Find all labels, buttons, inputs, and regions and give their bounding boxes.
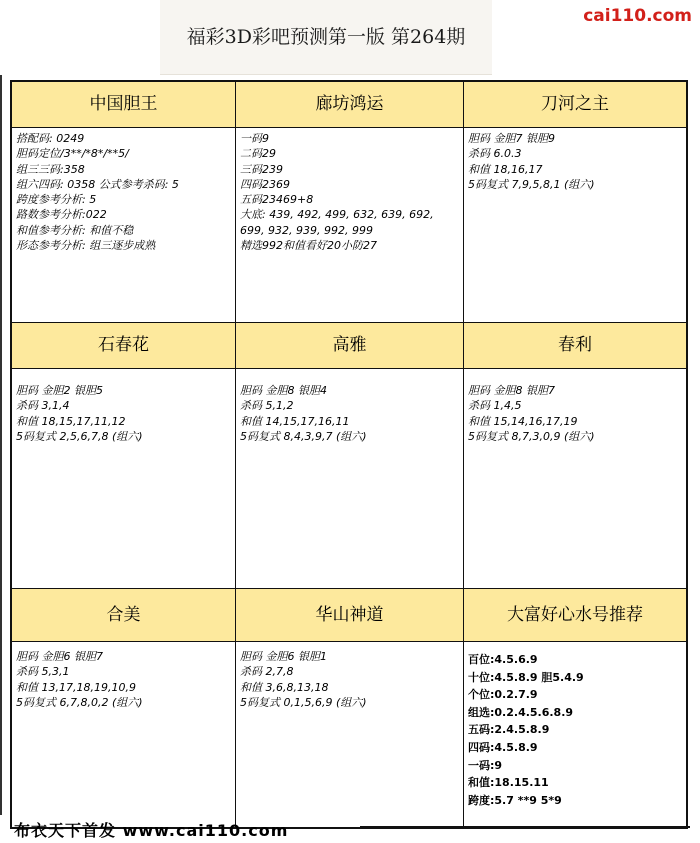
cell-body xyxy=(16,131,233,253)
cell-line: 和值 15,14,16,17,19 xyxy=(468,414,578,428)
cell-line: 一码9 xyxy=(240,132,269,145)
cell-expert-1 xyxy=(12,82,235,322)
cell-header: 合美 xyxy=(12,589,235,642)
cell-header: 春利 xyxy=(464,323,686,369)
cell-line: 和值 13,17,18,19,10,9 xyxy=(16,680,136,694)
site-logo[interactable]: cai110.com xyxy=(583,6,692,26)
cell-line: 胆码 金胆6 银胆7 xyxy=(16,650,103,663)
cell-line: 搭配码: 0249 xyxy=(16,132,85,145)
cell-body xyxy=(16,649,233,710)
cell-header: 华山神道 xyxy=(236,589,463,642)
cell-line: 形态参考分析: 组三逐步成熟 xyxy=(16,239,156,253)
cell-body xyxy=(240,131,461,253)
cell-line: 路数参考分析:022 xyxy=(16,208,107,222)
cell-line: 组选:0.2.4.5.6.8.9 xyxy=(468,705,574,719)
cell-line: 杀码 3,1,4 xyxy=(16,399,70,413)
cell-line: 四码2369 xyxy=(240,177,290,191)
cell-line: 和值 3,6,8,13,18 xyxy=(240,680,329,694)
cell-line: 个位:0.2.7.9 xyxy=(468,688,538,702)
cell-line: 5码复式 8,4,3,9,7 (组六) xyxy=(240,429,367,443)
cell-expert-9 xyxy=(464,589,686,827)
cell-body xyxy=(468,651,684,809)
cell-line: 五码:2.4.5.8.9 xyxy=(468,723,550,737)
cell-expert-8 xyxy=(236,589,463,827)
cell-line: 5码复式 0,1,5,6,9 (组六) xyxy=(240,695,367,709)
cell-line: 和值:18.15.11 xyxy=(468,776,549,790)
cell-line: 胆码 金胆7 银胆9 xyxy=(468,132,555,145)
cell-line: 二码29 xyxy=(240,147,276,161)
left-border-line xyxy=(0,75,2,815)
cell-line: 杀码 5,3,1 xyxy=(16,665,70,679)
footer-credit: 布衣天下首发 www.cai110.com xyxy=(14,821,289,840)
cell-line: 5码复式 6,7,8,0,2 (组六) xyxy=(16,695,143,709)
cell-line: 和值 14,15,17,16,11 xyxy=(240,414,350,428)
cell-body xyxy=(240,649,461,710)
cell-expert-5 xyxy=(236,323,463,588)
cell-line: 跨度:5.7 **9 5*9 xyxy=(468,793,562,807)
cell-line: 杀码 1,4,5 xyxy=(468,399,522,413)
cell-line: 胆码 金胆8 银胆7 xyxy=(468,384,555,397)
cell-line: 胆码 金胆8 银胆4 xyxy=(240,384,327,397)
cell-line: 5码复式 8,7,3,0,9 (组六) xyxy=(468,429,595,443)
cell-line: 百位:4.5.6.9 xyxy=(468,653,538,666)
cell-line: 大底: 439, 492, 499, 632, 639, 692, 699, 932, 939, 992, 999 xyxy=(240,208,434,237)
cell-header: 廊坊鸿运 xyxy=(236,82,463,128)
cell-body xyxy=(16,383,233,444)
cell-line: 5码复式 2,5,6,7,8 (组六) xyxy=(16,429,143,443)
grid-divider xyxy=(235,82,236,827)
cell-expert-6 xyxy=(464,323,686,588)
cell-expert-2 xyxy=(236,82,463,322)
cell-line: 和值 18,15,17,11,12 xyxy=(16,414,126,428)
cell-header: 高雅 xyxy=(236,323,463,369)
cell-body xyxy=(240,383,461,444)
top-banner xyxy=(0,0,700,78)
cell-line: 精选992和值看好20小防27 xyxy=(240,239,377,253)
cell-line: 三码239 xyxy=(240,162,283,176)
cell-line: 组三三码:358 xyxy=(16,162,85,176)
page-title: 福彩3D彩吧预测第一版 第264期 xyxy=(186,26,466,48)
cell-line: 胆码定位/3**/*8*/**5/ xyxy=(16,147,129,161)
grid-divider xyxy=(12,322,686,323)
cell-line: 杀码 5,1,2 xyxy=(240,399,294,413)
cell-line: 杀码 6.0.3 xyxy=(468,147,522,161)
cell-line: 组六四码: 0358 公式参考杀码: 5 xyxy=(16,177,179,191)
cell-header: 刀河之主 xyxy=(464,82,686,128)
cell-line: 四码:4.5.8.9 xyxy=(468,740,538,754)
cell-line: 五码23469+8 xyxy=(240,193,314,207)
cell-line: 胆码 金胆6 银胆1 xyxy=(240,650,327,663)
cell-body xyxy=(468,131,684,192)
cell-line: 胆码 金胆2 银胆5 xyxy=(16,384,103,397)
cell-expert-4 xyxy=(12,323,235,588)
cell-expert-3 xyxy=(464,82,686,322)
cell-line: 十位:4.5.8.9 胆5.4.9 xyxy=(468,670,584,684)
cell-body xyxy=(468,383,684,444)
cell-line: 和值 18,16,17 xyxy=(468,162,543,176)
grid-divider xyxy=(12,588,686,589)
cell-header: 石春花 xyxy=(12,323,235,369)
cell-line: 杀码 2,7,8 xyxy=(240,665,294,679)
grid-divider xyxy=(463,82,464,827)
cell-line: 一码:9 xyxy=(468,758,503,772)
cell-header: 中国胆王 xyxy=(12,82,235,128)
cell-line: 跨度参考分析: 5 xyxy=(16,193,97,207)
footer-rule xyxy=(360,826,690,828)
cell-header: 大富好心水号推荐 xyxy=(464,589,686,642)
cell-expert-7 xyxy=(12,589,235,827)
prediction-grid xyxy=(10,80,688,829)
cell-line: 和值参考分析: 和值不稳 xyxy=(16,223,134,237)
cell-line: 5码复式 7,9,5,8,1 (组六) xyxy=(468,177,595,191)
